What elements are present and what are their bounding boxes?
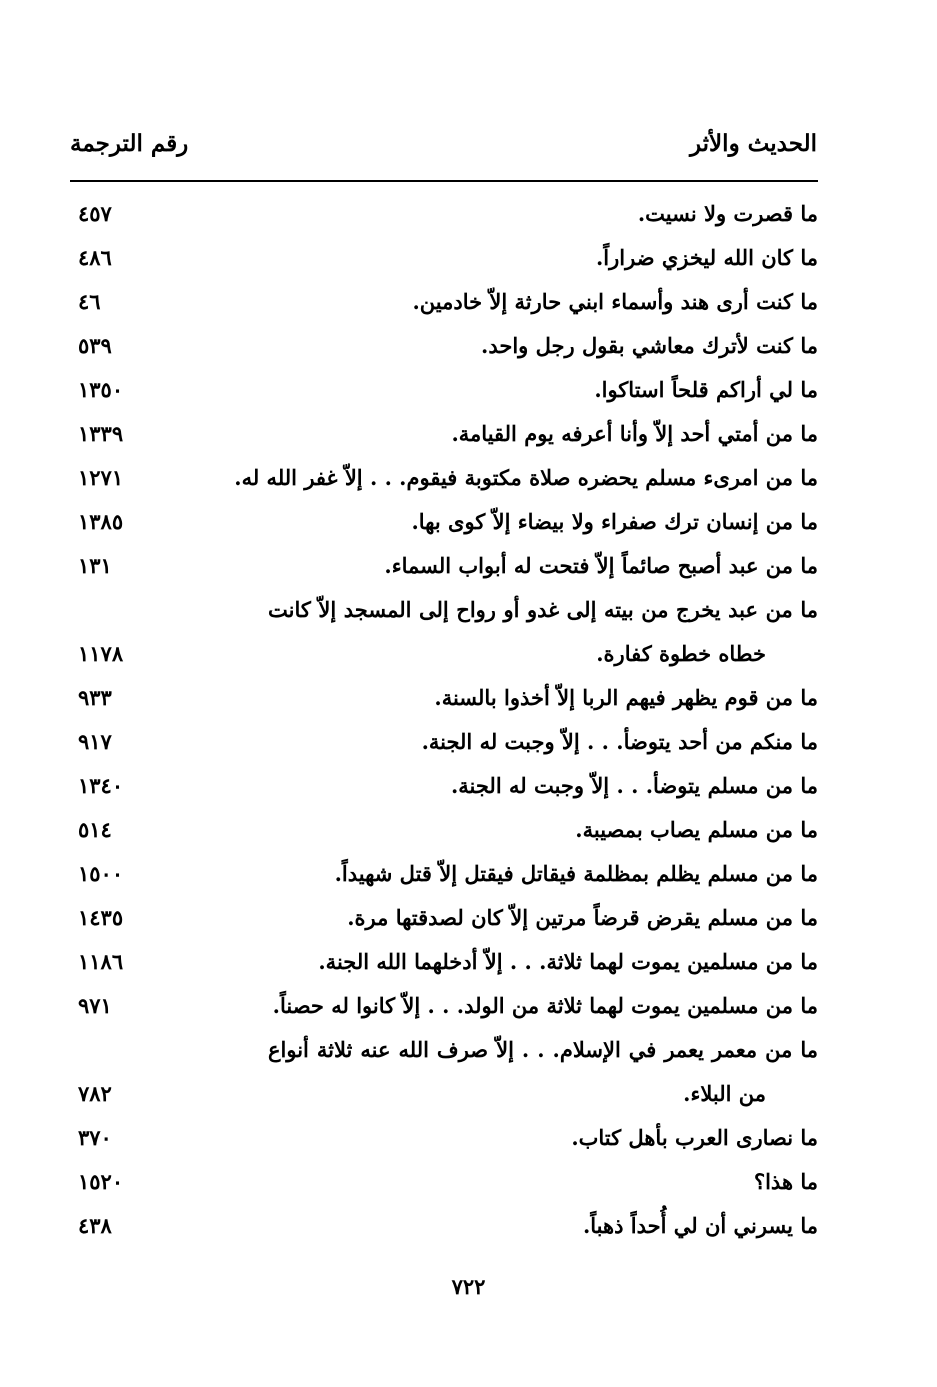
entry-number: ١٢٧١ — [78, 465, 124, 490]
entry-text-continuation: خطاه خطوة كفارة. — [596, 641, 766, 666]
entry-text: ما قصرت ولا نسيت. — [637, 201, 818, 226]
entry-text: ما من مسلم يصاب بمصيبة. — [575, 817, 818, 842]
entry-number: ٩٧١ — [78, 993, 112, 1018]
entry-text: ما من إنسان ترك صفراء ولا بيضاء إلاّ كوى بها. — [411, 509, 818, 534]
entry-text: ما كنت أرى هند وأسماء ابني حارثة إلاّ خادمين. — [412, 289, 818, 314]
entry-text: ما منكم من أحد يتوضأ. . . إلاّ وجبت له الجنة. — [421, 729, 818, 754]
entry-number: ١٣٤٠ — [78, 773, 124, 798]
index-entry — [70, 720, 818, 764]
index-entry — [70, 1204, 818, 1248]
index-entry — [70, 500, 818, 544]
index-entry — [70, 588, 818, 676]
entry-number: ٤٨٦ — [78, 245, 112, 270]
entry-text: ما من مسلم يتوضأ. . . إلاّ وجبت له الجنة. — [450, 773, 818, 798]
index-entry — [70, 236, 818, 280]
entry-number: ٤٦ — [78, 289, 101, 314]
entry-text: ما من عبد أصبح صائماً إلاّ فتحت له أبواب السماء. — [384, 553, 818, 578]
header-rule — [70, 180, 818, 182]
entry-number: ١٣١ — [78, 553, 112, 578]
entry-number: ١٥٠٠ — [78, 861, 124, 886]
entry-number: ٩١٧ — [78, 729, 112, 754]
index-entry — [70, 324, 818, 368]
entry-number: ١٣٥٠ — [78, 377, 124, 402]
entry-number: ١٤٣٥ — [78, 905, 124, 930]
index-entry — [70, 192, 818, 236]
index-entry — [70, 412, 818, 456]
entry-text: ما لي أراكم قلحاً استاكوا. — [594, 377, 818, 402]
index-entry — [70, 676, 818, 720]
entry-text — [148, 588, 818, 676]
entry-number: ٤٥٧ — [78, 201, 112, 226]
index-entry — [70, 1116, 818, 1160]
index-entry — [70, 368, 818, 412]
entry-number: ١١٨٦ — [78, 949, 124, 974]
entry-text: ما من مسلمين يموت لهما ثلاثة من الولد. . . إلاّ كانوا له حصناً. — [272, 993, 818, 1018]
index-entry — [70, 280, 818, 324]
entry-number: ٩٣٣ — [78, 685, 112, 710]
column-label: رقم الترجمة — [70, 130, 189, 157]
entry-text: ما من مسلم يظلم بمظلمة فيقاتل فيقتل إلاّ قتل شهيداً. — [334, 861, 818, 886]
index-entry — [70, 852, 818, 896]
entry-text-line: ما من عبد يخرج من بيته إلى غدو أو رواح إلى المسجد إلاّ كانت — [268, 597, 818, 622]
entry-number: ١٥٢٠ — [78, 1169, 124, 1194]
entry-number: ٥٣٩ — [78, 333, 112, 358]
entry-text-line: ما من معمر يعمر في الإسلام. . . إلاّ صرف الله عنه ثلاثة أنواع — [268, 1037, 818, 1062]
entry-text: ما من أمتي أحد إلاّ وأنا أعرفه يوم القيامة. — [451, 421, 818, 446]
entry-text: ما هذا؟ — [753, 1169, 818, 1194]
entry-number: ٥١٤ — [78, 817, 112, 842]
index-list — [70, 192, 818, 1248]
entry-text: ما من قوم يظهر فيهم الربا إلاّ أخذوا بالسنة. — [434, 685, 818, 710]
index-entry — [70, 1160, 818, 1204]
index-entry — [70, 544, 818, 588]
index-entry — [70, 764, 818, 808]
entry-text: ما من مسلم يقرض قرضاً مرتين إلاّ كان لصدقتها مرة. — [347, 905, 818, 930]
entry-text: ما يسرني أن لي أُحداً ذهباً. — [582, 1213, 818, 1238]
entry-text: ما من امرىء مسلم يحضره صلاة مكتوبة فيقوم. . . إلاّ غفر الله له. — [234, 465, 818, 490]
index-entry — [70, 1028, 818, 1116]
index-entry — [70, 456, 818, 500]
entry-number: ١٣٣٩ — [78, 421, 124, 446]
entry-text: ما كان الله ليخزي ضراراً. — [595, 245, 818, 270]
index-entry — [70, 896, 818, 940]
page-number: ٧٢٢ — [451, 1274, 486, 1299]
entry-text: ما نصارى العرب بأهل كتاب. — [571, 1125, 818, 1150]
entry-number: ١٣٨٥ — [78, 509, 124, 534]
page-title: الحديث والأثر — [689, 130, 817, 157]
entry-number: ١١٧٨ — [78, 641, 124, 666]
index-entry — [70, 808, 818, 852]
entry-text — [148, 1028, 818, 1116]
index-entry — [70, 940, 818, 984]
entry-text: ما من مسلمين يموت لهما ثلاثة. . . إلاّ أدخلهما الله الجنة. — [318, 949, 818, 974]
entry-text-continuation: من البلاء. — [683, 1081, 766, 1106]
entry-number: ٧٨٢ — [78, 1081, 112, 1106]
index-entry — [70, 984, 818, 1028]
entry-number: ٣٧٠ — [78, 1125, 112, 1150]
entry-text: ما كنت لأترك معاشي بقول رجل واحد. — [481, 333, 818, 358]
entry-number: ٤٣٨ — [78, 1213, 112, 1238]
